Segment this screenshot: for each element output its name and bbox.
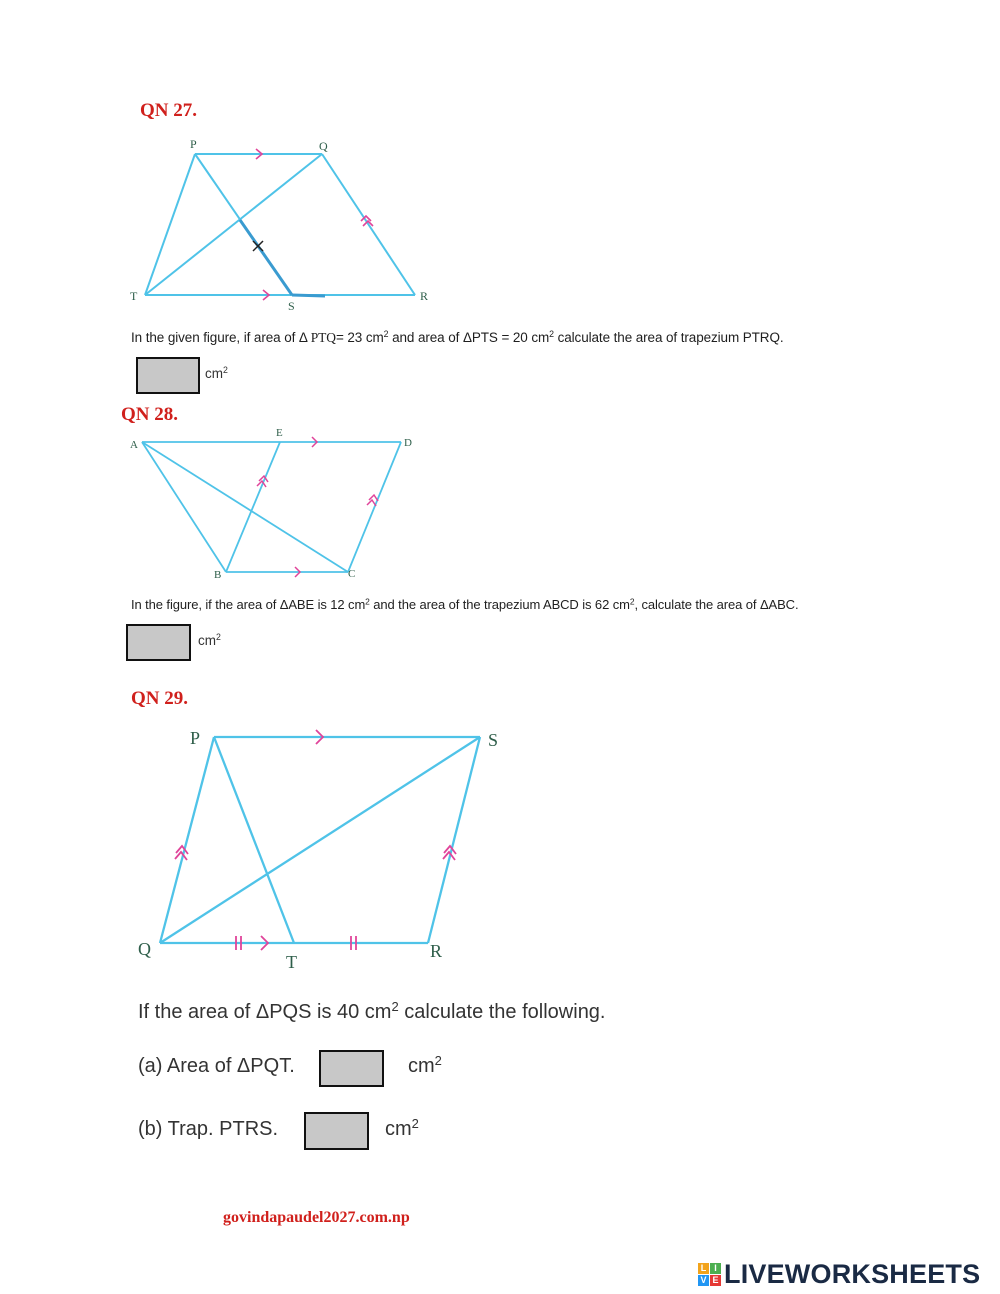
q27-figure xyxy=(120,130,450,315)
q29-part-b-answer-box[interactable] xyxy=(304,1112,369,1150)
q29-heading: QN 29. xyxy=(131,688,188,709)
q28-label-d: D xyxy=(404,437,412,449)
q29-label-s: S xyxy=(488,730,499,750)
q28-label-b: B xyxy=(214,569,222,581)
q29-unit-sup: 2 xyxy=(411,1115,419,1131)
q27-label-s: S xyxy=(288,299,295,313)
logo-grid-icon xyxy=(698,1263,721,1286)
q29-label-r: R xyxy=(430,941,443,961)
q29-label-t: T xyxy=(286,952,297,972)
q29-label-p: P xyxy=(190,728,201,748)
q29-question-text xyxy=(138,998,606,1024)
q27-label-p: P xyxy=(190,137,197,151)
q27-text-part: and area of ΔPTS = 20 cm xyxy=(388,330,550,345)
q28-text-part: , calculate the area of ΔABC. xyxy=(634,597,799,612)
q29-part-b-unit xyxy=(385,1115,419,1141)
q27-unit xyxy=(205,366,228,381)
q27-label-t: T xyxy=(130,289,138,303)
q27-label-q: Q xyxy=(319,139,328,153)
q28-unit xyxy=(198,633,221,648)
q29-part-a-label: (a) Area of ΔPQT. xyxy=(138,1055,295,1077)
q29-unit-text: cm xyxy=(408,1055,435,1077)
q27-sup: 2 xyxy=(549,329,554,340)
q28-unit-text: cm xyxy=(198,633,216,648)
q28-text-part: In the figure, if the area of ΔABE is 12 cm xyxy=(131,597,366,612)
q28-question-text xyxy=(131,597,798,612)
logo-text: LIVEWORKSHEETS xyxy=(724,1258,981,1289)
q29-text-part: If the area of ΔPQS is 40 cm xyxy=(138,1001,392,1023)
q27-question-text xyxy=(131,330,784,346)
q29-unit-sup: 2 xyxy=(434,1052,442,1068)
q29-figure xyxy=(130,720,510,980)
logo-letter-e: E xyxy=(710,1275,721,1286)
q29-part-b-label: (b) Trap. PTRS. xyxy=(138,1118,279,1140)
q28-label-a: A xyxy=(130,439,138,451)
q28-heading: QN 28. xyxy=(121,404,178,425)
q28-answer-box[interactable] xyxy=(126,624,191,661)
q27-text-ptq: PTQ xyxy=(310,330,336,345)
q29-unit-text: cm xyxy=(385,1118,412,1140)
q29-part-a-unit xyxy=(408,1052,442,1078)
q28-sup: 2 xyxy=(629,596,635,607)
logo-letter-i: I xyxy=(710,1263,721,1274)
q27-text-part: calculate the area of trapezium PTRQ. xyxy=(553,330,784,345)
q29-text-part: calculate the following. xyxy=(398,1001,606,1023)
q27-text-part: In the given figure, if area of Δ xyxy=(131,330,311,345)
q27-unit-sup: 2 xyxy=(223,365,228,376)
q27-sup: 2 xyxy=(383,329,389,340)
q29-sup: 2 xyxy=(391,998,399,1014)
q28-label-e: E xyxy=(276,427,283,439)
logo-letter-l: L xyxy=(698,1263,709,1274)
q27-label-r: R xyxy=(420,289,429,303)
q29-label-q: Q xyxy=(138,939,151,959)
q27-answer-box[interactable] xyxy=(136,357,200,394)
q28-figure xyxy=(120,420,430,585)
q29-part-a-answer-box[interactable] xyxy=(319,1050,384,1087)
q28-unit-sup: 2 xyxy=(216,632,221,643)
q27-unit-text: cm xyxy=(205,366,223,381)
q28-sup: 2 xyxy=(365,596,370,607)
footer-url[interactable]: govindapaudel2027.com.np xyxy=(223,1209,410,1226)
q28-text-part: and the area of the trapezium ABCD is 62 cm xyxy=(369,597,630,612)
logo-letter-v: V xyxy=(698,1275,709,1286)
q27-text-part: = 23 cm xyxy=(335,330,384,345)
q27-heading: QN 27. xyxy=(140,100,197,121)
q28-label-c: C xyxy=(348,568,356,580)
liveworksheets-logo[interactable] xyxy=(698,1258,993,1290)
